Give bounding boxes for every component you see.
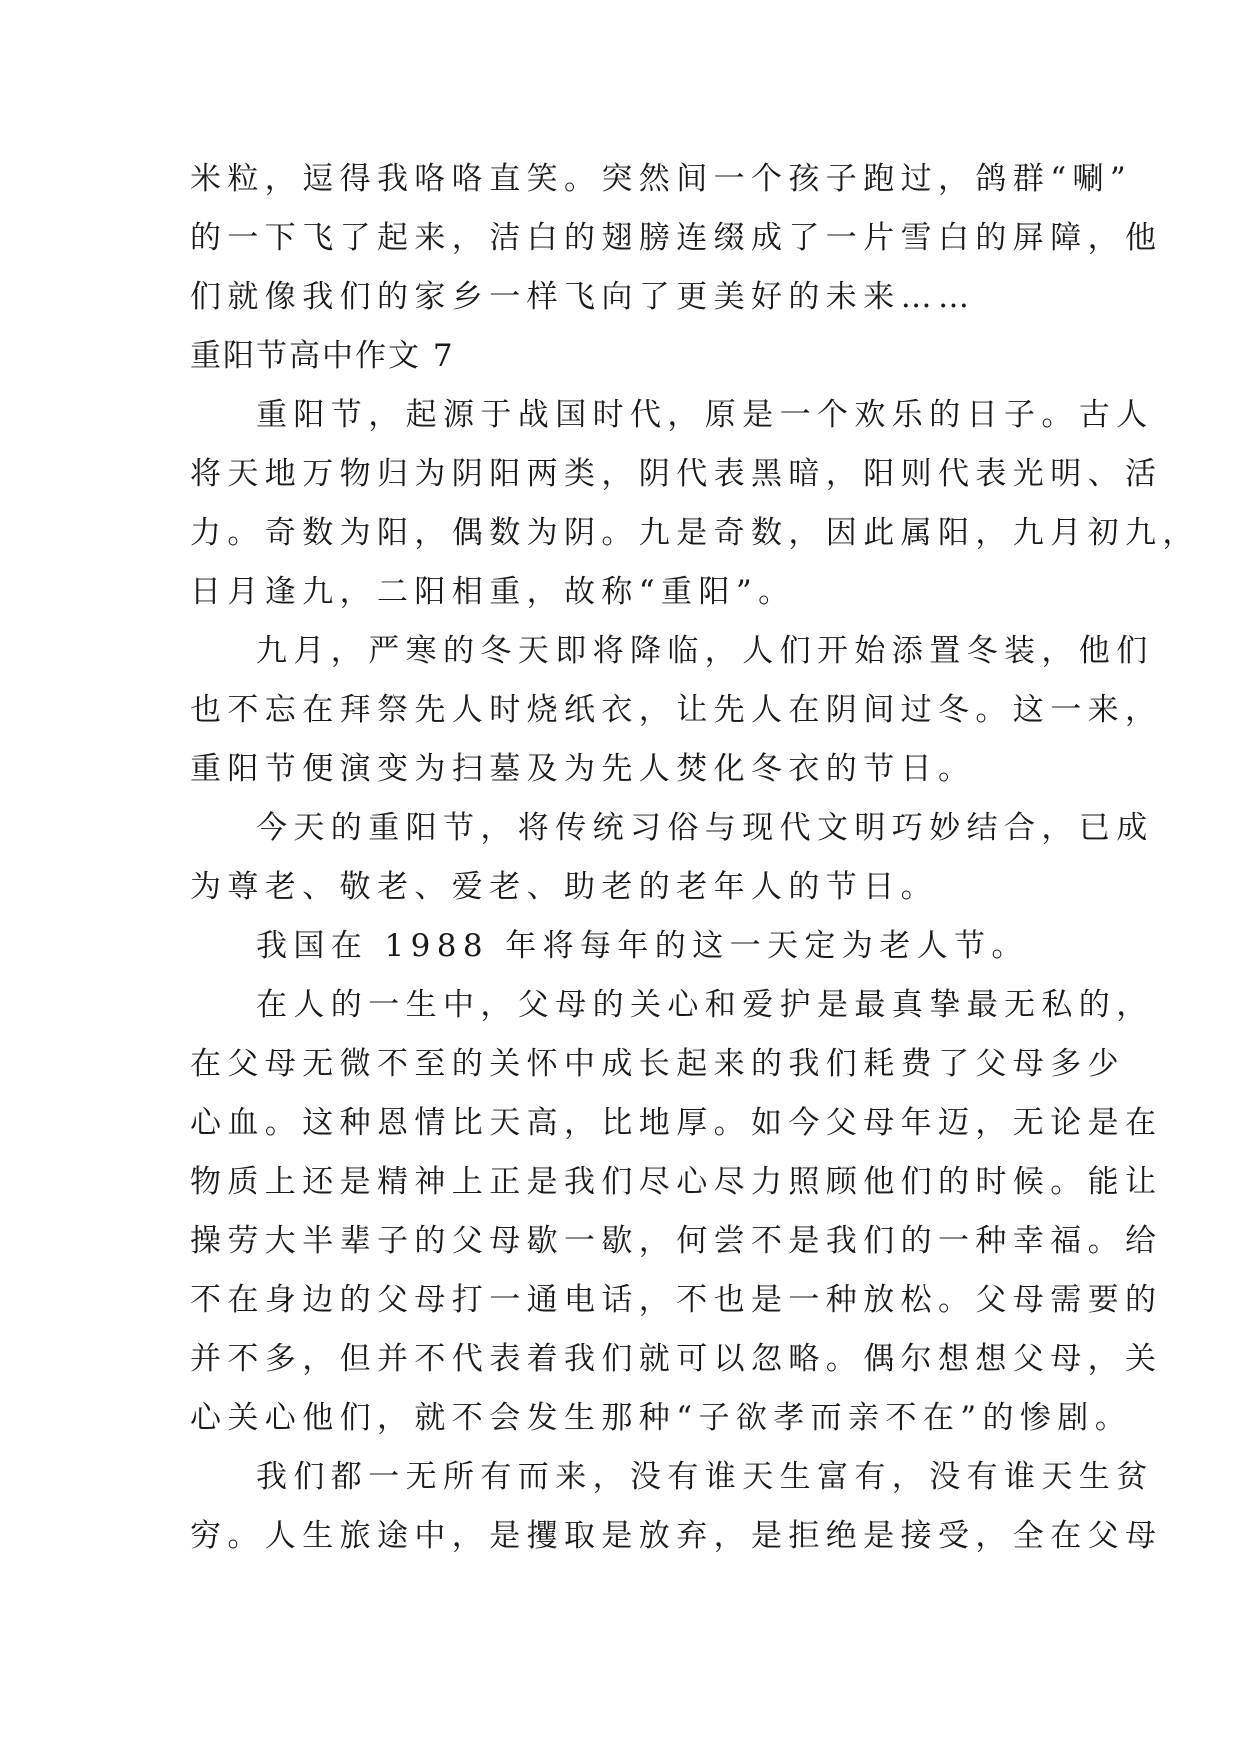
text-line: 们就像我们的家乡一样飞向了更美好的未来…… <box>190 279 976 315</box>
text-line: 操劳大半辈子的父母歇一歇，何尝不是我们的一种幸福。给 <box>190 1223 1163 1259</box>
text-line: 穷。人生旅途中，是攫取是放弃，是拒绝是接受，全在父母 <box>190 1518 1163 1554</box>
text-line: 今天的重阳节，将传统习俗与现代文明巧妙结合，已成 <box>256 810 1154 846</box>
text-line: 力。奇数为阳，偶数为阴。九是奇数，因此属阳，九月初九， <box>190 515 1200 551</box>
document-body <box>190 150 1200 1566</box>
text-line: 不在身边的父母打一通电话，不也是一种放松。父母需要的 <box>190 1282 1163 1318</box>
text-line: 重阳节便演变为扫墓及为先人焚化冬衣的节日。 <box>190 751 976 787</box>
text-line: 米粒，逗得我咯咯直笑。突然间一个孩子跑过，鸽群“唰” <box>190 161 1133 197</box>
text-line: 将天地万物归为阴阳两类，阴代表黑暗，阳则代表光明、活 <box>190 456 1163 492</box>
text-line: 也不忘在拜祭先人时烧纸衣，让先人在阴间过冬。这一来， <box>190 692 1163 728</box>
text-line: 我国在 1988 年将每年的这一天定为老人节。 <box>256 928 1029 964</box>
text-line: 在人的一生中，父母的关心和爱护是最真挚最无私的， <box>256 987 1154 1023</box>
text-line: 重阳节，起源于战国时代，原是一个欢乐的日子。古人 <box>256 397 1154 433</box>
text-line: 的一下飞了起来，洁白的翅膀连缀成了一片雪白的屏障，他 <box>190 220 1163 256</box>
text-line: 心关心他们，就不会发生那种“子欲孝而亲不在”的惨剧。 <box>190 1400 1133 1436</box>
text-line: 并不多，但并不代表着我们就可以忽略。偶尔想想父母，关 <box>190 1341 1163 1377</box>
section-heading: 重阳节高中作文 7 <box>190 338 455 374</box>
text-line: 九月，严寒的冬天即将降临，人们开始添置冬装，他们 <box>256 633 1154 669</box>
text-line: 在父母无微不至的关怀中成长起来的我们耗费了父母多少 <box>190 1046 1125 1082</box>
text-line: 物质上还是精神上正是我们尽心尽力照顾他们的时候。能让 <box>190 1164 1163 1200</box>
text-line: 心血。这种恩情比天高，比地厚。如今父母年迈，无论是在 <box>190 1105 1163 1141</box>
text-line: 日月逢九，二阳相重，故称“重阳”。 <box>190 574 796 610</box>
text-line: 我们都一无所有而来，没有谁天生富有，没有谁天生贫 <box>256 1459 1154 1495</box>
text-line: 为尊老、敬老、爱老、助老的老年人的节日。 <box>190 869 938 905</box>
